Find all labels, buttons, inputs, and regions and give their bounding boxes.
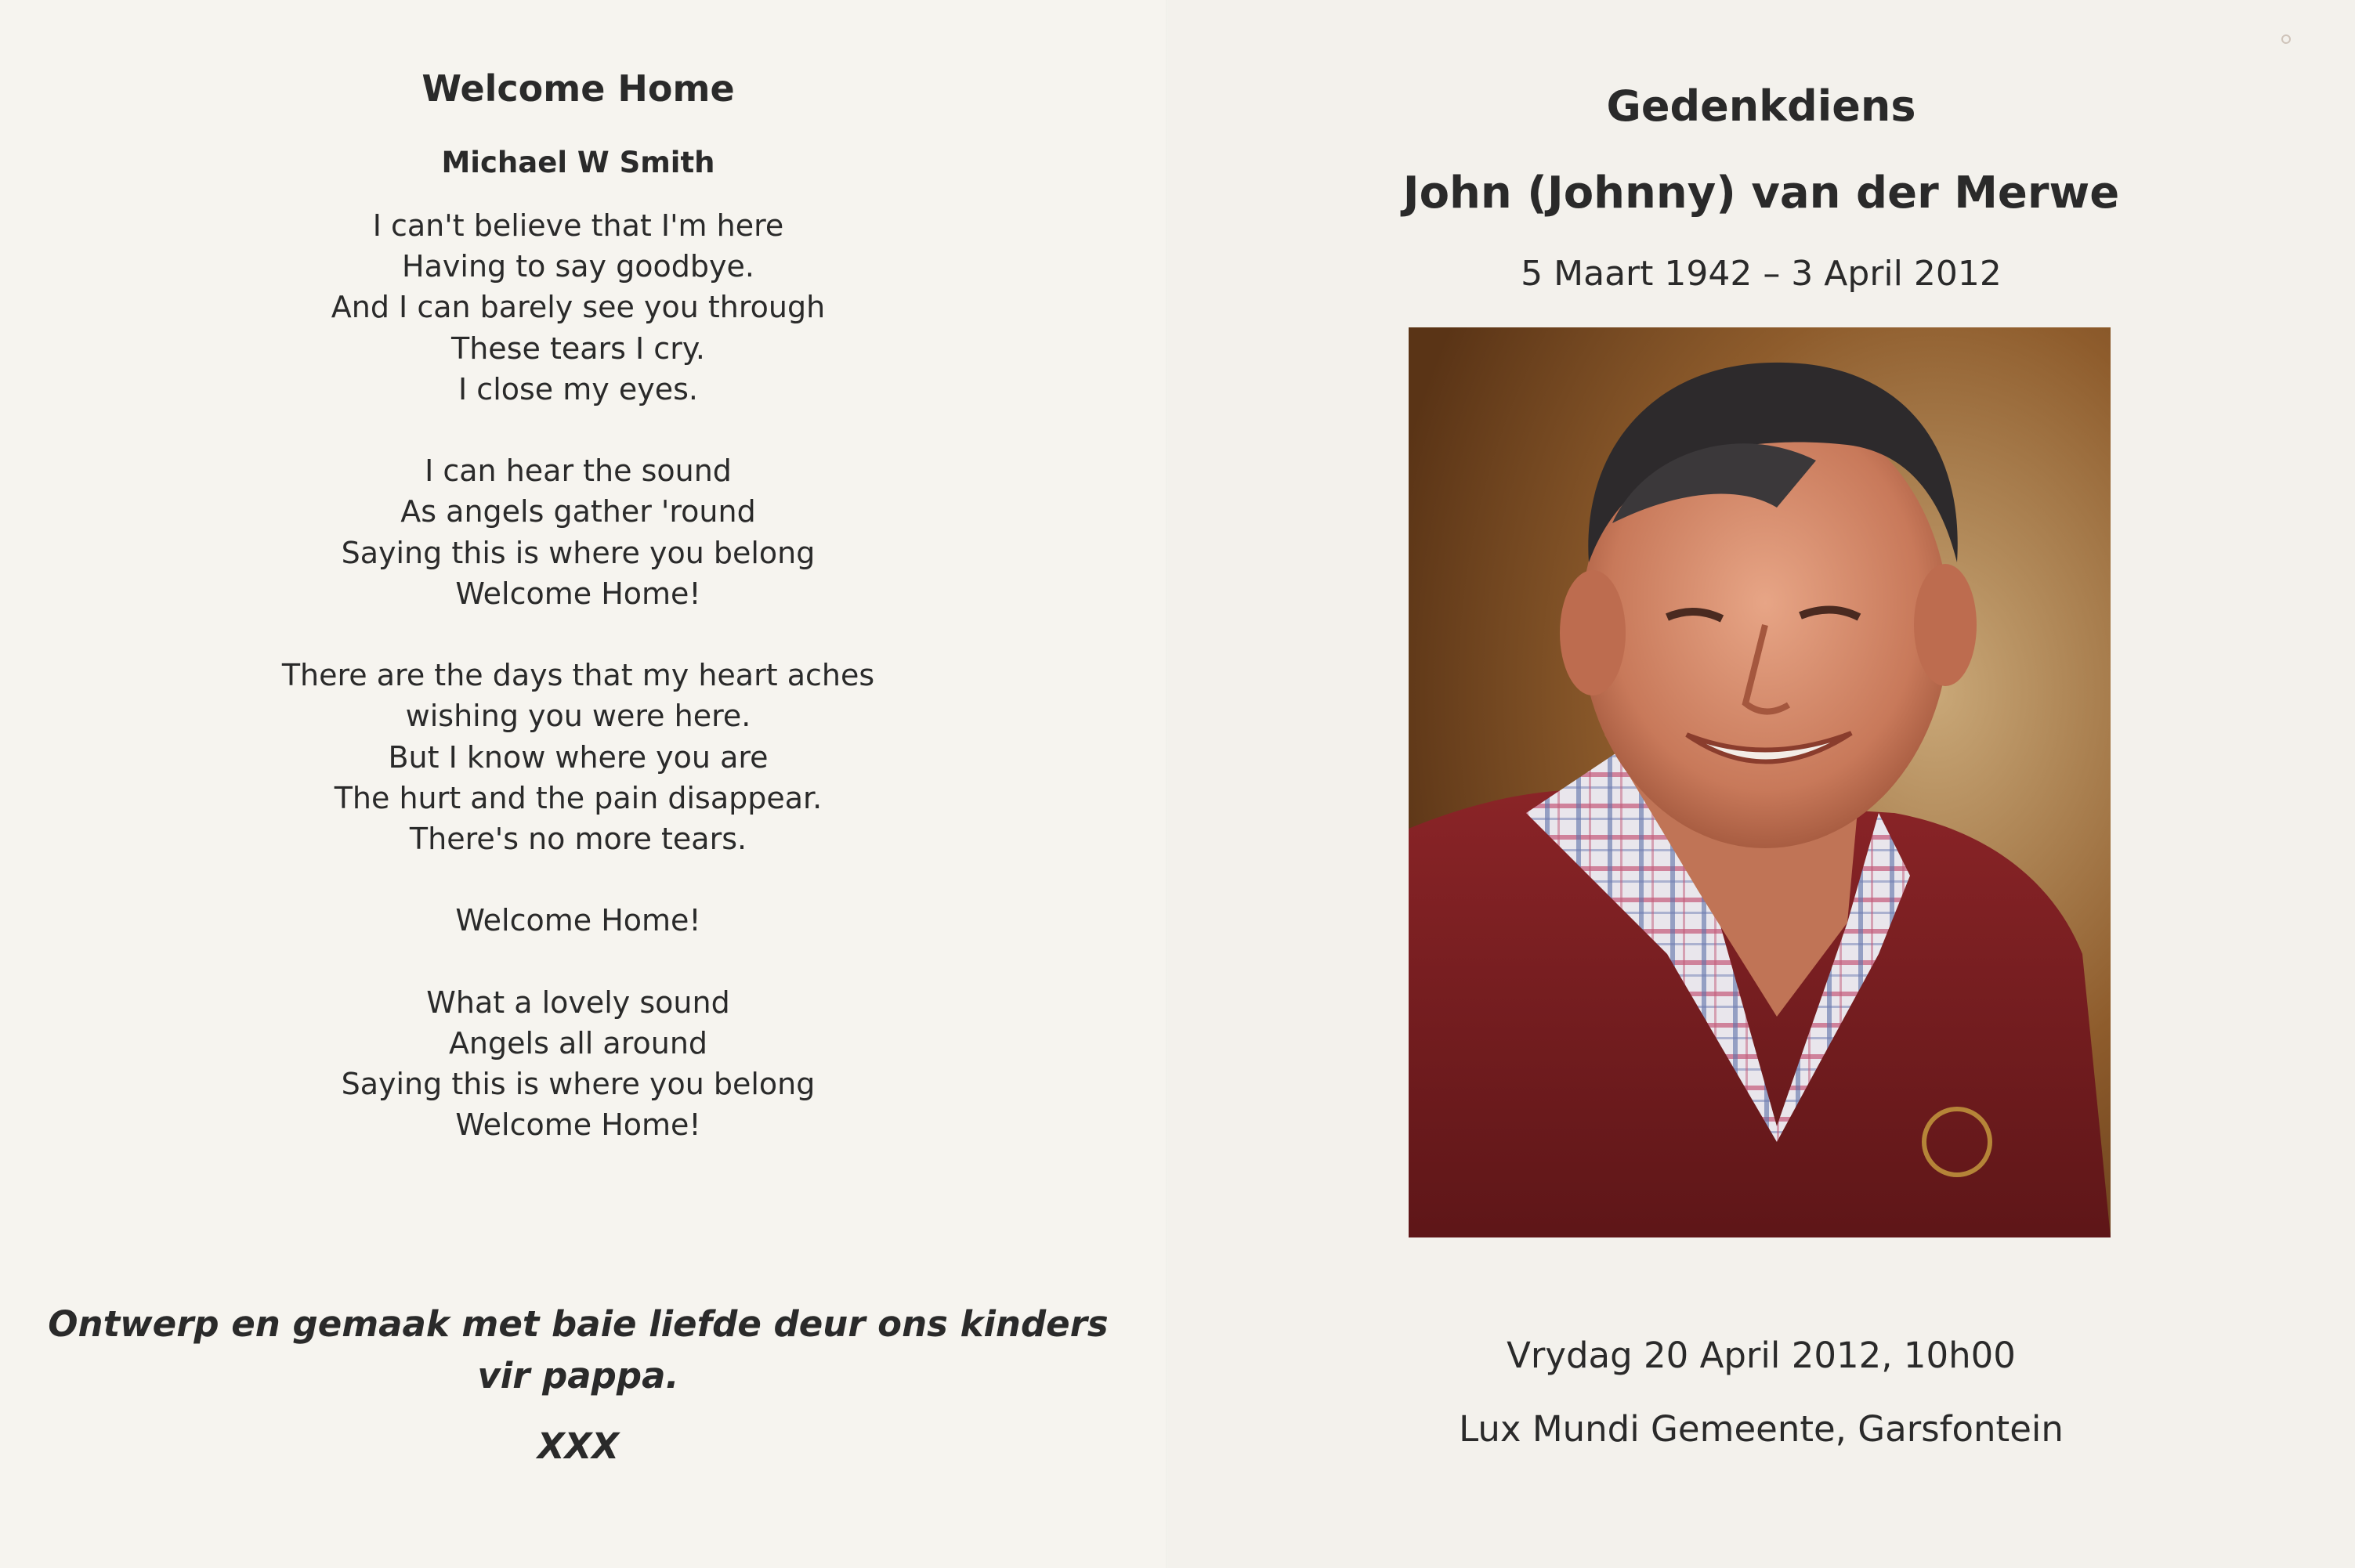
lyric-line: And I can barely see you through: [331, 290, 826, 325]
lyric-line: Having to say goodbye.: [402, 249, 754, 284]
dedication-line: vir pappa.: [477, 1355, 679, 1396]
lyric-line: I can't believe that I'm here: [372, 208, 784, 243]
lyric-line: The hurt and the pain disappear.: [334, 780, 823, 815]
song-lyrics: [0, 205, 1156, 1187]
lyric-line: Welcome Home!: [455, 1107, 701, 1143]
lyrics-stanza: [0, 205, 1156, 410]
lyrics-stanza: [0, 982, 1156, 1146]
lyric-line: Welcome Home!: [455, 576, 701, 611]
lyric-line: wishing you were here.: [405, 699, 751, 734]
lyric-line: These tears I cry.: [451, 331, 705, 366]
song-artist: Michael W Smith: [441, 146, 715, 179]
service-venue: Lux Mundi Gemeente, Garsfontein: [1459, 1408, 2064, 1450]
right-page: [1167, 0, 2355, 1568]
lyric-line: Angels all around: [448, 1026, 708, 1060]
lyric-line: There are the days that my heart aches: [281, 658, 875, 693]
lyric-line: There's no more tears.: [409, 822, 747, 857]
lyrics-stanza: [0, 450, 1156, 614]
paper-mark: [2281, 34, 2291, 44]
life-dates: 5 Maart 1942 – 3 April 2012: [1521, 254, 2002, 294]
lyric-line: I can hear the sound: [425, 453, 732, 489]
portrait-photo: [1409, 327, 2111, 1237]
deceased-name: John (Johnny) van der Merwe: [1402, 168, 2120, 219]
lyric-line: What a lovely sound: [426, 985, 730, 1020]
service-time: Vrydag 20 April 2012, 10h00: [1507, 1335, 2016, 1376]
lyric-line: But I know where you are: [388, 739, 769, 775]
memorial-heading: Gedenkdiens: [1606, 81, 1916, 131]
lyric-line: Saying this is where you belong: [341, 535, 816, 570]
left-page: [0, 0, 1167, 1568]
dedication: [0, 1299, 1156, 1402]
dedication-line: Ontwerp en gemaak met baie liefde deur ons kinders: [48, 1303, 1109, 1345]
lyrics-stanza: [0, 655, 1156, 859]
lyric-line: As angels gather 'round: [400, 494, 756, 529]
song-title: Welcome Home: [421, 67, 735, 110]
lyric-line: Saying this is where you belong: [341, 1067, 816, 1102]
lyrics-stanza: [0, 900, 1156, 941]
lyric-line: Welcome Home!: [455, 903, 701, 938]
dedication-sign: XXX: [537, 1425, 620, 1467]
lyric-line: I close my eyes.: [458, 371, 698, 406]
